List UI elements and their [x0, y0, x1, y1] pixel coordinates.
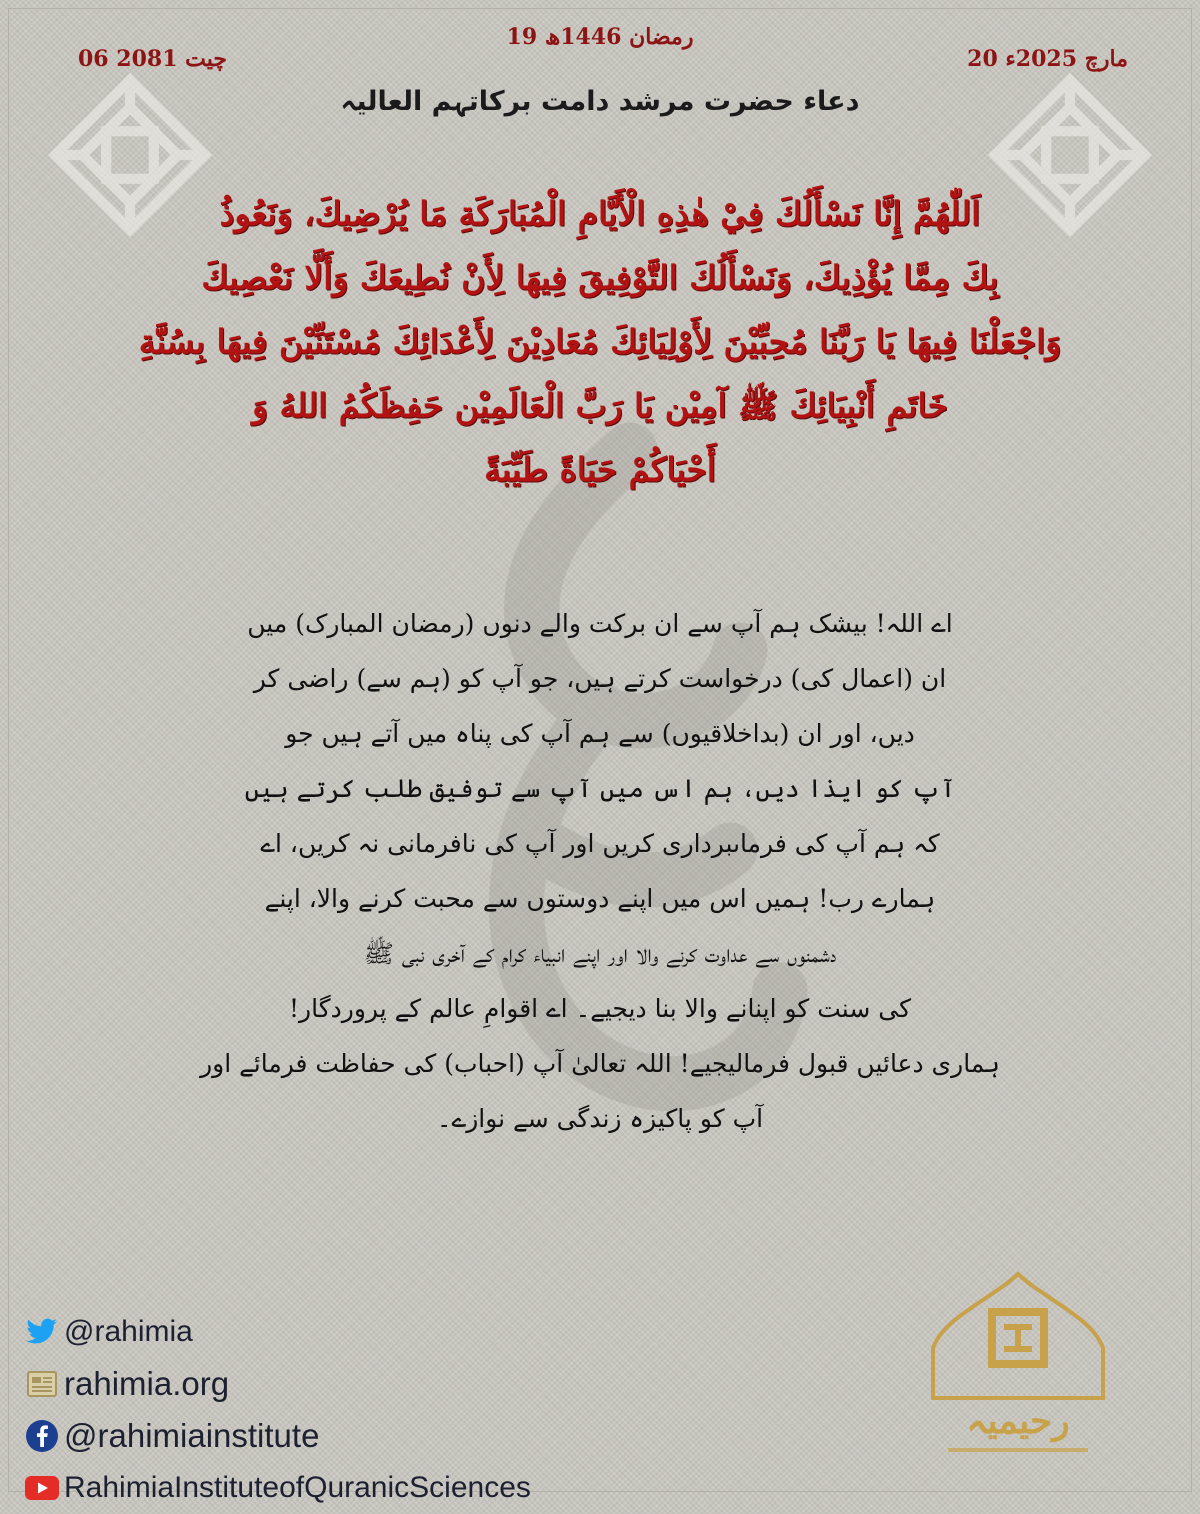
urdu-translation: [150, 596, 1050, 1146]
rahimia-logo: [918, 1268, 1118, 1478]
arabic-line: اَللّٰهُمَّ إِنَّا نَسْأَلُكَ فِيْ هٰذِهِ الْأَيَّامِ الْمُبَارَكَةِ مَا يُرْضِيكَ، وَنَعُوذُ: [219, 194, 981, 233]
bikram-date: 06 چیت 2081: [78, 46, 228, 72]
arabic-line: بِكَ مِمَّا يُؤْذِيكَ، وَنَسْأَلُكَ التَّوْفِيقَ فِيهَا لِأَنْ نُطِيعَكَ وَأَلَّا نَعْصِيكَ: [201, 258, 999, 297]
twitter-handle: @rahimia: [64, 1315, 193, 1348]
facebook-link[interactable]: [24, 1410, 531, 1462]
gregorian-date: 20 مارچ 2025ء: [967, 46, 1128, 72]
website-link[interactable]: [24, 1358, 531, 1410]
urdu-line: آپ کو ایذا دیں، ہم اس میں آپ سے توفیق طلب کرتے ہیں: [244, 774, 956, 803]
website-url: rahimia.org: [64, 1365, 230, 1402]
arabic-line: خَاتَمِ أَنْبِيَائِكَ ﷺ آمِيْن يَا رَبَّ الْعَالَمِيْن حَفِظَكُمُ اللهُ وَ: [252, 386, 948, 425]
youtube-link[interactable]: [24, 1462, 531, 1514]
urdu-line: دشمنوں سے عداوت کرنے والا اور اپنے انبیاء کرام کے آخری نبی ﷺ: [363, 939, 837, 968]
social-links: [24, 1306, 531, 1514]
urdu-line: کہ ہم آپ کی فرماںبرداری کریں اور آپ کی نافرمانی نہ کریں، اے: [260, 829, 940, 858]
twitter-icon: [24, 1314, 60, 1350]
arabic-line: أَحْيَاكُمْ حَيَاةً طَيِّبَةً: [484, 450, 716, 489]
urdu-line: دیں، اور ان (بداخلاقیوں) سے ہم آپ کی پناہ میں آتے ہیں جو: [285, 719, 915, 748]
youtube-channel: RahimiaInstituteofQuranicSciences: [64, 1471, 531, 1504]
logo-wordmark: رحیمیہ: [966, 1400, 1070, 1442]
facebook-handle: @rahimiainstitute: [64, 1417, 320, 1454]
urdu-line: ہمارے رب! ہمیں اس میں اپنے دوستوں سے محبت کرنے والا، اپنے: [264, 884, 936, 913]
urdu-line: آپ کو پاکیزہ زندگی سے نوازے۔: [436, 1104, 764, 1133]
arabic-dua: [130, 182, 1070, 502]
facebook-icon: [24, 1418, 60, 1454]
urdu-line: اے اللہ! بیشک ہم آپ سے ان برکت والے دنوں (رمضان المبارک) میں: [247, 609, 953, 638]
twitter-link[interactable]: [24, 1306, 531, 1358]
hijri-date: 19 رمضان 1446ھ: [506, 24, 694, 50]
page-title: دعاء حضرت مرشد دامت برکاتہم العالیہ: [340, 86, 860, 117]
urdu-line: ہماری دعائیں قبول فرمالیجیے! اللہ تعالیٰ آپ (احباب) کی حفاظت فرمائے اور: [200, 1049, 1000, 1078]
youtube-icon: [24, 1470, 60, 1506]
arabic-line: وَاجْعَلْنَا فِيهَا يَا رَبَّنَا مُحِبِّيْنَ لِأَوْلِيَائِكَ مُعَادِيْنَ لِأَعْدَائِكَ مُسْتَنِّيْنَ فِيهَا بِسُنَّةِ: [138, 322, 1062, 361]
urdu-line: ان (اعمال کی) درخواست کرتے ہیں، جو آپ کو (ہم سے) راضی کر: [253, 664, 947, 693]
urdu-line: کی سنت کو اپنانے والا بنا دیجیے۔ اے اقوامِ عالم کے پروردگار!: [289, 994, 911, 1023]
web-icon: [24, 1366, 60, 1402]
